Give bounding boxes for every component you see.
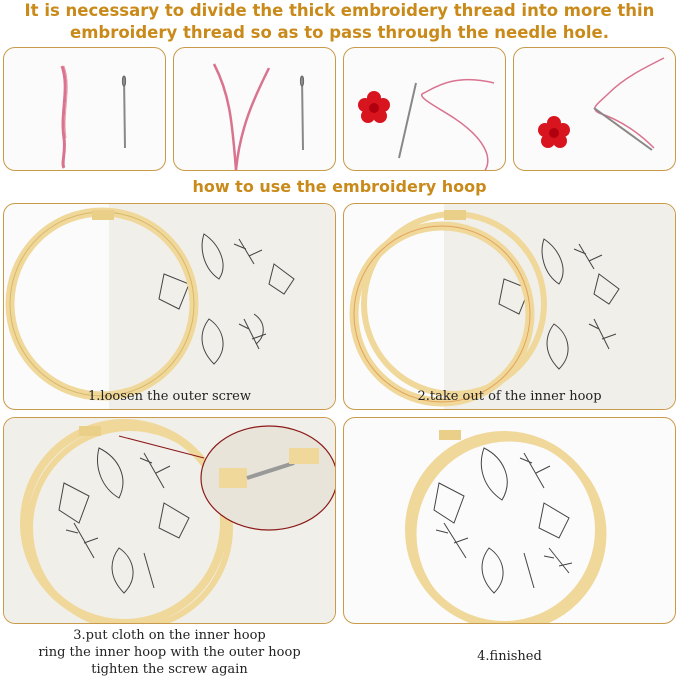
needle-icon <box>302 76 303 150</box>
step-3-caption-line-3: tighten the screw again <box>91 662 248 677</box>
header-line-2: embroidery thread so as to pass through the needle hole. <box>70 23 609 42</box>
needle-icon <box>124 76 125 148</box>
thread-icon <box>174 48 336 171</box>
step-2-panel <box>343 203 676 410</box>
embroidery-hoop-icon <box>344 204 676 410</box>
step-3-caption-line-1: 3.put cloth on the inner hoop <box>73 628 266 643</box>
header-line-1: It is necessary to divide the thick embroidery thread into more thin <box>24 1 655 20</box>
flower-bead-icon <box>538 116 570 148</box>
thread-icon <box>4 48 166 171</box>
thread-panel-4 <box>513 47 676 171</box>
flower-bead-icon <box>358 91 390 123</box>
thread-panel-1 <box>3 47 166 171</box>
needle-threading-icon <box>344 48 506 171</box>
step-1-caption: 1.loosen the outer screw <box>88 389 251 404</box>
step-2-caption: 2.take out of the inner hoop <box>417 389 602 404</box>
step-3-caption <box>3 627 336 678</box>
thread-panel-3 <box>343 47 506 171</box>
section-title: how to use the embroidery hoop <box>192 177 487 196</box>
step-1-panel <box>3 203 336 410</box>
embroidery-hoop-icon <box>4 418 336 624</box>
step-4-panel <box>343 417 676 624</box>
embroidery-hoop-icon <box>344 418 676 624</box>
needle-threading-icon <box>514 48 676 171</box>
embroidery-hoop-icon <box>4 204 336 410</box>
step-4-caption: 4.finished <box>477 649 542 664</box>
thread-panel-2 <box>173 47 336 171</box>
leaf-pattern-icon <box>434 448 572 593</box>
step-3-caption-line-2: ring the inner hoop with the outer hoop <box>38 645 301 660</box>
step-3-panel <box>3 417 336 624</box>
